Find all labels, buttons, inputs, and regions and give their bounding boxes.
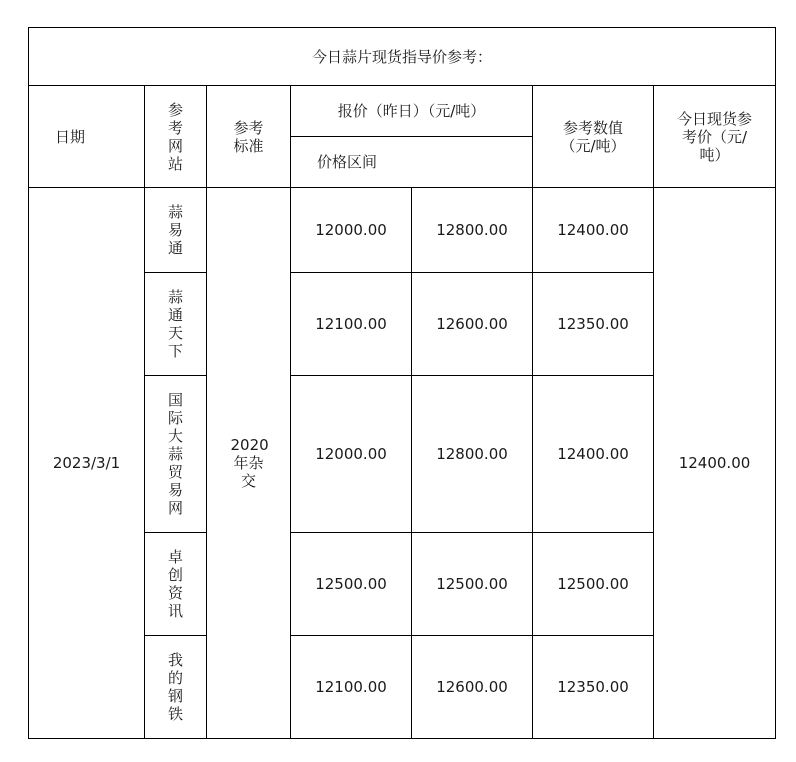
ref-value-cell: 12350.00	[533, 636, 654, 739]
low-price-cell: 12000.00	[291, 376, 412, 533]
header-quote: 报价（昨日）（元/吨）	[291, 86, 533, 137]
site-cell: 蒜通天下	[145, 273, 207, 376]
header-today-price: 今日现货参考价（元/吨）	[654, 86, 776, 188]
ref-value-cell: 12400.00	[533, 188, 654, 273]
site-cell: 蒜易通	[145, 188, 207, 273]
site-cell: 国际大蒜贸易网	[145, 376, 207, 533]
header-date: 日期	[29, 86, 145, 188]
today-price-cell: 12400.00	[654, 188, 776, 739]
high-price-cell: 12600.00	[412, 273, 533, 376]
header-site: 参考网站	[145, 86, 207, 188]
high-price-cell: 12600.00	[412, 636, 533, 739]
site-cell: 我的钢铁	[145, 636, 207, 739]
date-cell: 2023/3/1	[29, 188, 145, 739]
site-cell: 卓创资讯	[145, 533, 207, 636]
low-price-cell: 12000.00	[291, 188, 412, 273]
ref-value-cell: 12400.00	[533, 376, 654, 533]
low-price-cell: 12100.00	[291, 636, 412, 739]
table-title: 今日蒜片现货指导价参考：	[29, 28, 776, 86]
high-price-cell: 12800.00	[412, 376, 533, 533]
ref-value-cell: 12500.00	[533, 533, 654, 636]
high-price-cell: 12500.00	[412, 533, 533, 636]
header-ref-value: 参考数值（元/吨）	[533, 86, 654, 188]
header-range: 价格区间	[291, 137, 533, 188]
table-row	[29, 188, 776, 273]
standard-cell: 2020年杂交	[207, 188, 291, 739]
low-price-cell: 12100.00	[291, 273, 412, 376]
price-table	[28, 27, 776, 739]
low-price-cell: 12500.00	[291, 533, 412, 636]
header-standard: 参考标准	[207, 86, 291, 188]
high-price-cell: 12800.00	[412, 188, 533, 273]
ref-value-cell: 12350.00	[533, 273, 654, 376]
